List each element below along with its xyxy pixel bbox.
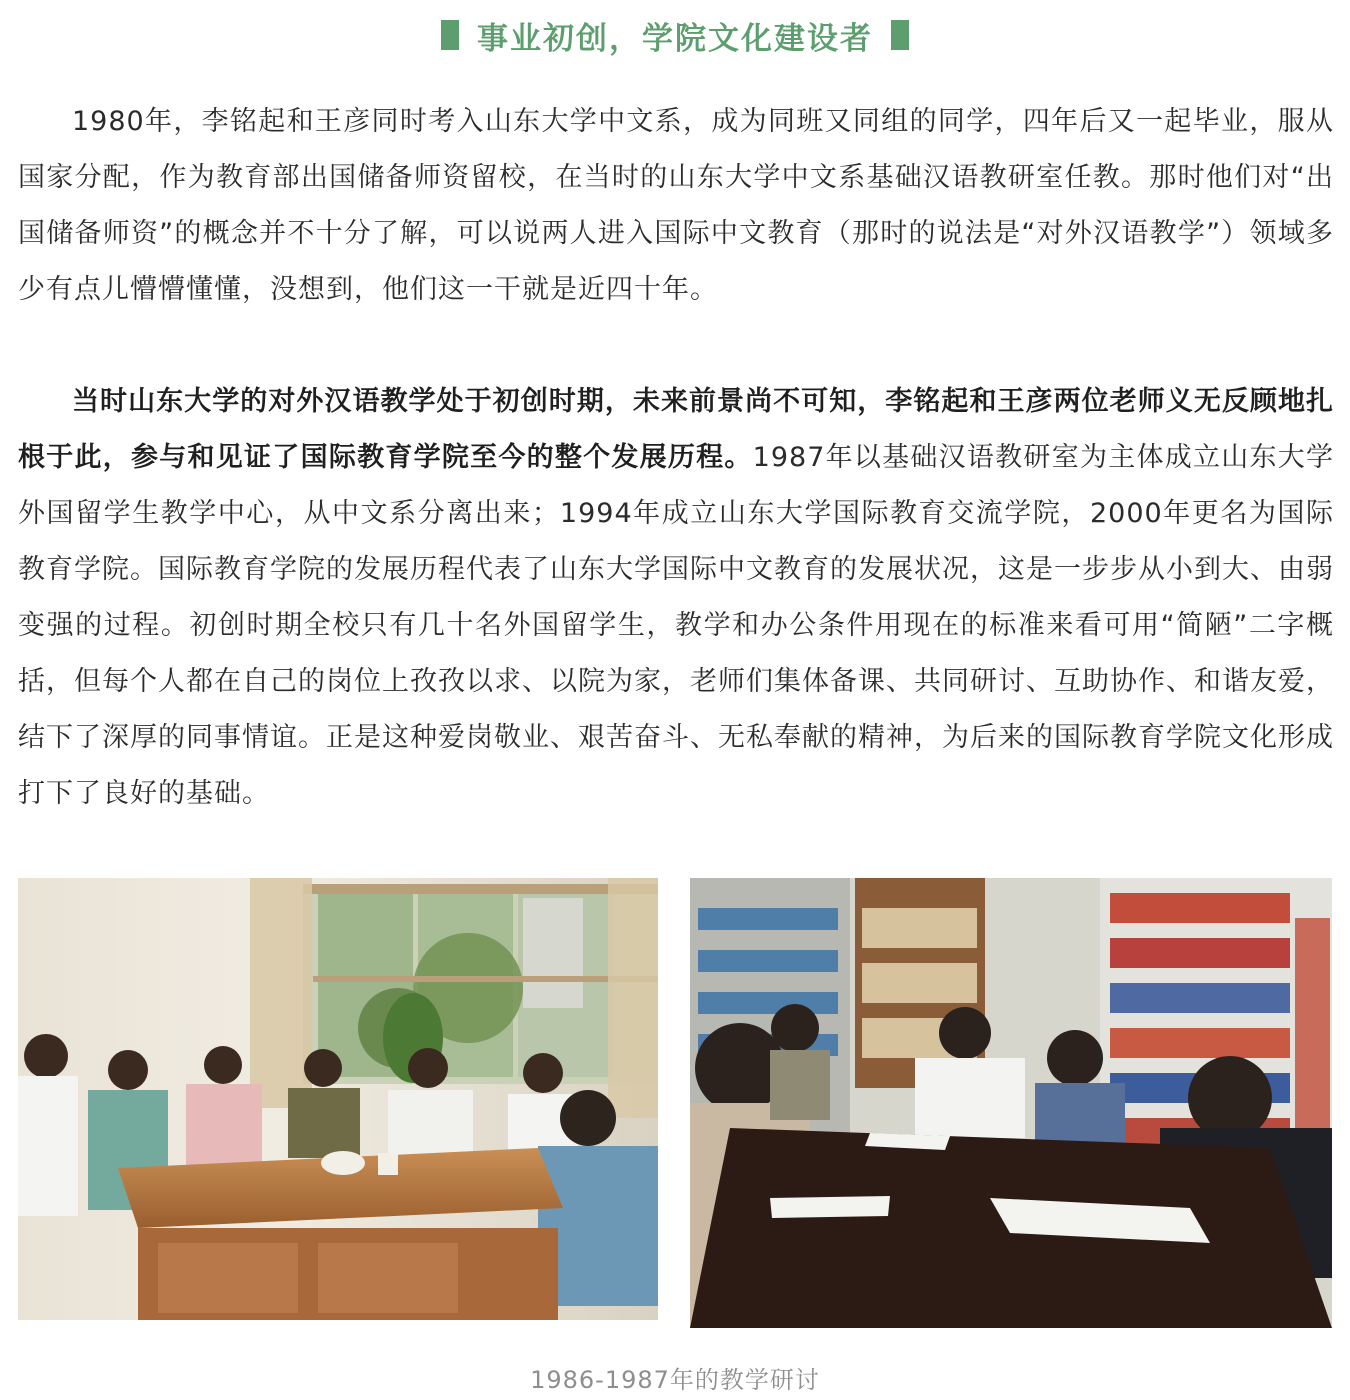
heading-left-marker xyxy=(441,20,459,50)
paragraph-2-bold-lead: 当时山东大学的对外汉语教学处于初创时期，未来前景尚不可知，李铭起和王彦两位老师义无反顾地扎根于此，参与和见证了国际教育学院至今的整个发展历程。 xyxy=(18,386,1334,473)
section-heading xyxy=(0,12,1350,58)
photo-right-illustration xyxy=(690,878,1332,1328)
section-title: 事业初创，学院文化建设者 xyxy=(477,20,873,57)
photo-teaching-meeting-2 xyxy=(690,878,1332,1328)
paragraph-2 xyxy=(18,374,1334,822)
paragraph-2-body: 1987年以基础汉语教研室为主体成立山东大学外国留学生教学中心，从中文系分离出来；1994年成立山东大学国际教育交流学院，2000年更名为国际教育学院。国际教育学院的发展历程代表了山东大学国际中文教育的发展状况，这是一步步从小到大、由弱变强的过程。初创时期全校只有几十名外国留学生，教学和办公条件用现在的标准来看可用“简陋”二字概括，但每个人都在自己的岗位上孜孜以求、以院为家，老师们集体备课、共同研讨、互助协作、和谐友爱，结下了深厚的同事情谊。正是这种爱岗敬业、艰苦奋斗、无私奉献的精神，为后来的国际教育学院文化形成打下了良好的基础。 xyxy=(18,442,1334,809)
heading-right-marker xyxy=(891,20,909,50)
photo-left-illustration xyxy=(18,878,658,1320)
photo-caption: 1986-1987年的教学研讨 xyxy=(530,1366,820,1394)
photo-teaching-meeting-1 xyxy=(18,878,658,1320)
paragraph-1: 1980年，李铭起和王彦同时考入山东大学中文系，成为同班又同组的同学，四年后又一起毕业，服从国家分配，作为教育部出国储备师资留校，在当时的山东大学中文系基础汉语教研室任教。那时他们对“出国储备师资”的概念并不十分了解，可以说两人进入国际中文教育（那时的说法是“对外汉语教学”）领域多少有点儿懵懵懂懂，没想到，他们这一干就是近四十年。 xyxy=(18,106,1334,305)
